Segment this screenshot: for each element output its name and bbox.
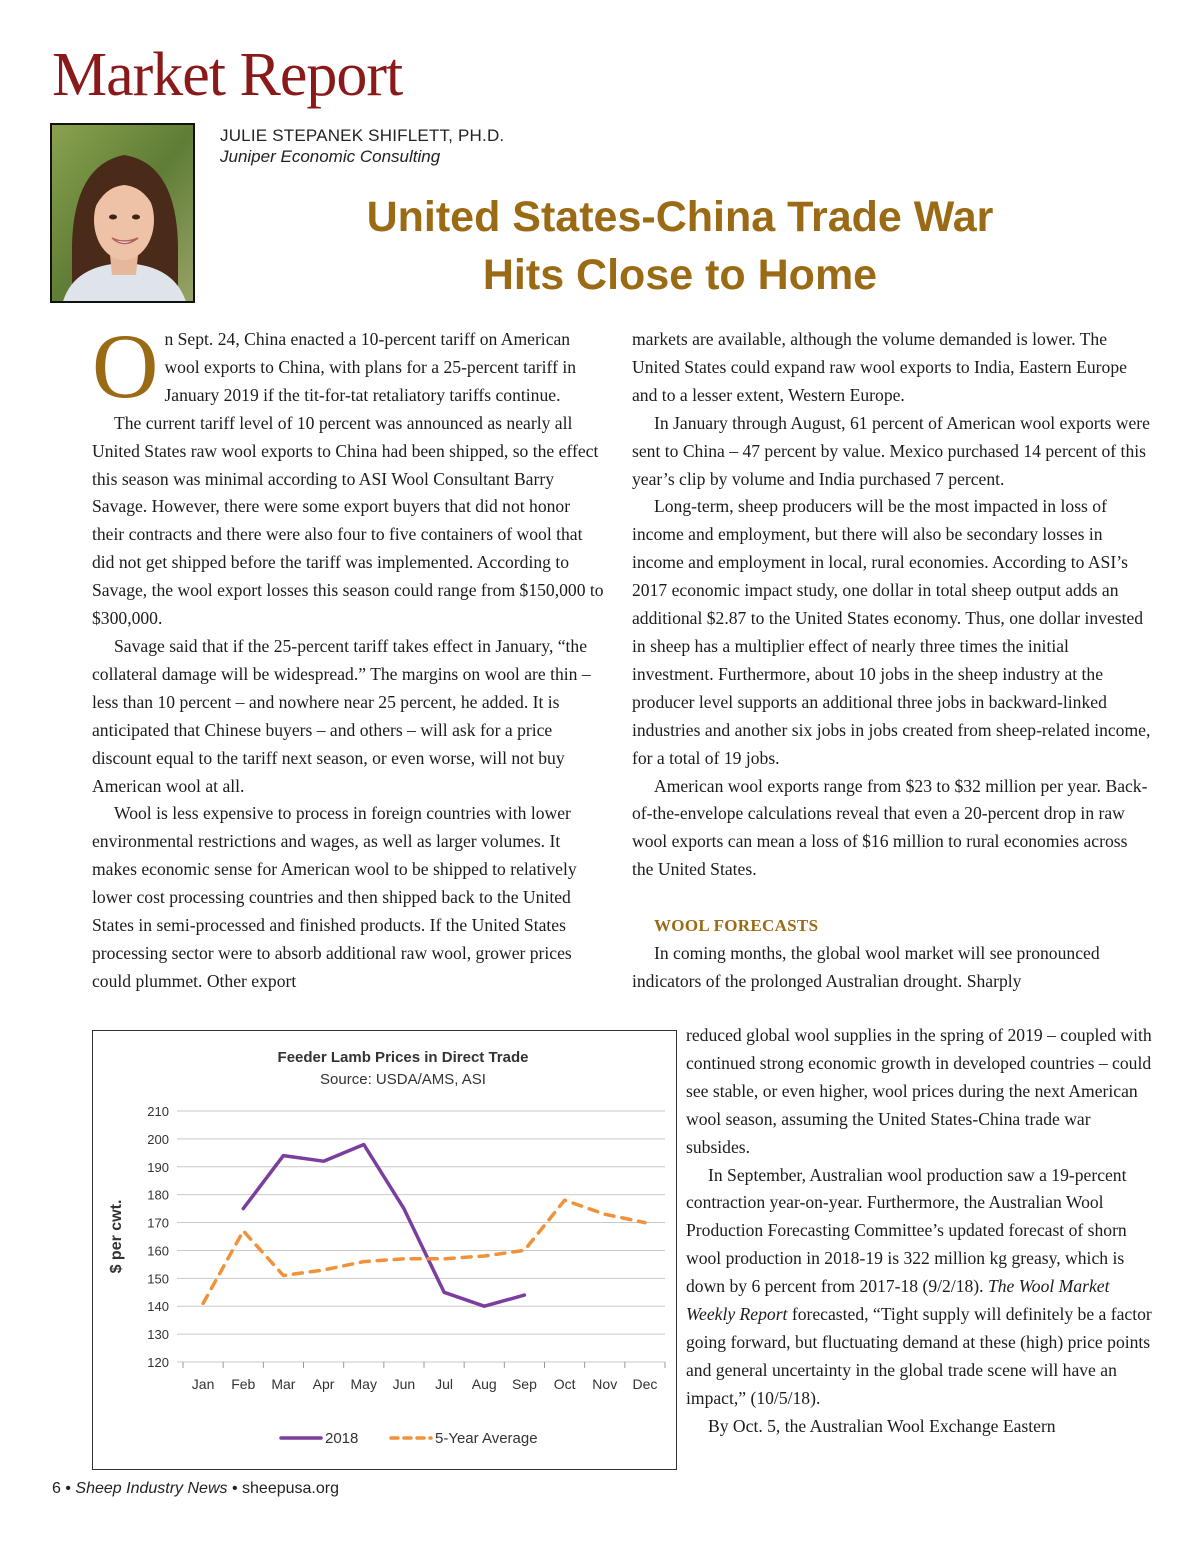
y-tick-label: 150 [147,1271,169,1287]
chart-subtitle: Source: USDA/AMS, ASI [320,1071,486,1088]
legend-label: 5-Year Average [435,1430,538,1447]
section-subhead: WOOL FORECASTS [654,916,819,936]
x-tick-label: May [350,1376,377,1392]
y-tick-label: 120 [147,1355,169,1370]
paragraph-text: n Sept. 24, China enacted a 10-percent tariff on American wool exports to China, with plans for a 25-percent tariff in January 2019 if the tit-for-tat retaliatory tariffs continue. [164,329,577,405]
y-tick-label: 190 [147,1159,169,1175]
author-name: JULIE STEPANEK SHIFLETT, PH.D. [220,126,505,145]
article-paragraph: American wool exports range from $23 to $32 million per year. Back-of-the-envelope calculations reveal that even a 20-percent drop in raw wool exports can mean a loss of $16 million to rural economies across the United States. [632,775,1148,880]
series-line-2018 [243,1145,524,1307]
chart-canvas [93,1031,678,1471]
article-paragraph: In coming months, the global wool market will see pronounced indicators of the prolonged Australian drought. Sharply [632,943,1100,991]
y-tick-label: 210 [147,1104,169,1119]
x-tick-label: Apr [312,1376,335,1392]
drop-cap: O [92,315,159,417]
byline [220,126,504,167]
y-tick-label: 160 [147,1243,169,1259]
article-paragraph: reduced global wool supplies in the spring of 2019 – coupled with continued strong economic growth in developed countries – could see stable, or even higher, wool prices during the next American wool season, assuming the United States-China trade war subsides. [686,1025,1152,1157]
article-paragraph: In January through August, 61 percent of American wool exports were sent to China – 47 percent by value. Mexico purchased 14 percent of this year’s clip by volume and India purchased 7 percent. [632,412,1150,489]
website: sheepusa.org [242,1480,339,1497]
article-headline [240,188,1120,304]
author-portrait-illustration [52,125,195,303]
headline-line-1: United States-China Trade War [366,193,994,241]
y-tick-label: 200 [147,1131,169,1147]
article-paragraph: By Oct. 5, the Australian Wool Exchange Eastern [708,1415,1056,1436]
page-footer [52,1480,339,1498]
x-tick-label: Aug [471,1376,497,1392]
y-tick-label: 180 [147,1187,169,1203]
author-photo [50,123,195,303]
x-tick-label: Oct [553,1376,576,1392]
article-paragraph: The current tariff level of 10 percent was announced as nearly all United States raw wool exports to China had been shipped, so the effect this season was minimal according to ASI Wool Consultant Barry Savage. However, there were some export buyers that did not honor their contracts and there were also four to five containers of wool that did not get shipped before the tariff was implemented. According to Savage, the wool export losses this season could range from $150,000 to $300,000. [92,412,604,629]
x-tick-label: Mar [271,1376,296,1392]
paragraph-text: In September, Australian wool production saw a 19-percent contraction year-on-year. Furthermore, the Australian Wool Production Forecasting Committee’s updated forecast of shorn wool production in 2018-19 is 322 million kg greasy, which is down by 6 percent from 2017-18 (9/2/18). [686,1164,1127,1297]
y-tick-label: 130 [147,1327,169,1343]
article-column-right-lower [686,1022,1152,1441]
price-chart [92,1030,677,1470]
page-number: 6 [52,1480,61,1497]
x-tick-label: Jun [392,1376,416,1392]
chart-title: Feeder Lamb Prices in Direct Trade [277,1049,529,1066]
x-tick-label: Jan [191,1376,215,1392]
paragraph-text: forecasted, “Tight supply will definitely be a factor going forward, but fluctuating demand at these (high) price points and general uncertainty in the global trade scene will have an impact,” (10/5/18). [686,1304,1152,1408]
article-column-left [92,315,604,996]
x-tick-label: Feb [231,1376,256,1392]
footer-bullet: • [231,1480,238,1497]
publication-name: Sheep Industry News [75,1480,228,1497]
author-organization: Juniper Economic Consulting [220,147,441,166]
footer-bullet: • [65,1480,71,1497]
article-paragraph: Wool is less expensive to process in foreign countries with lower environmental restrictions and wages, as well as larger volumes. It makes economic sense for American wool to be shipped to relatively lower cost processing countries and then shipped back to the United States in semi-processed and finished products. If the United States processing sector were to absorb additional raw wool, grower prices could plummet. Other export [92,803,577,991]
y-axis-label: $ per cwt. [108,1199,125,1274]
article-paragraph [686,1162,1152,1413]
y-tick-label: 140 [147,1299,169,1315]
y-tick-label: 170 [147,1215,169,1231]
x-tick-label: Sep [511,1376,537,1392]
article-paragraph [92,315,604,417]
legend-label: 2018 [325,1430,359,1447]
article-column-right [632,326,1152,996]
x-tick-label: Jul [435,1376,454,1392]
x-tick-label: Dec [632,1376,658,1392]
article-paragraph: Long-term, sheep producers will be the most impacted in loss of income and employment, but there will also be secondary losses in income and employment in local, rural economies. According to ASI’s 2017 economic impact study, one dollar in total sheep output adds an additional $2.87 to the United States economy. Thus, one dollar invested in sheep has a multiplier effect of nearly three times the initial investment. Furthermore, about 10 jobs in the sheep industry at the producer level supports an additional three jobs in backward-linked industries and another six jobs in jobs created from sheep-related income, for a total of 19 jobs. [632,496,1151,768]
article-paragraph: markets are available, although the volume demanded is lower. The United States could expand raw wool exports to India, Eastern Europe and to a lesser extent, Western Europe. [632,329,1127,405]
headline-line-2: Hits Close to Home [482,251,878,299]
article-paragraph: Savage said that if the 25-percent tariff takes effect in January, “the collateral damage will be widespread.” The margins on wool are thin – less than 10 percent – and nowhere near 25 percent, he added. It is anticipated that Chinese buyers – and others – will ask for a price discount equal to the tariff next season, or even worse, will not buy American wool at all. [92,635,591,796]
publication-title: The Wool Market Weekly Report [686,1276,1110,1325]
x-tick-label: Nov [592,1376,618,1392]
section-title: Market Report [52,41,403,109]
